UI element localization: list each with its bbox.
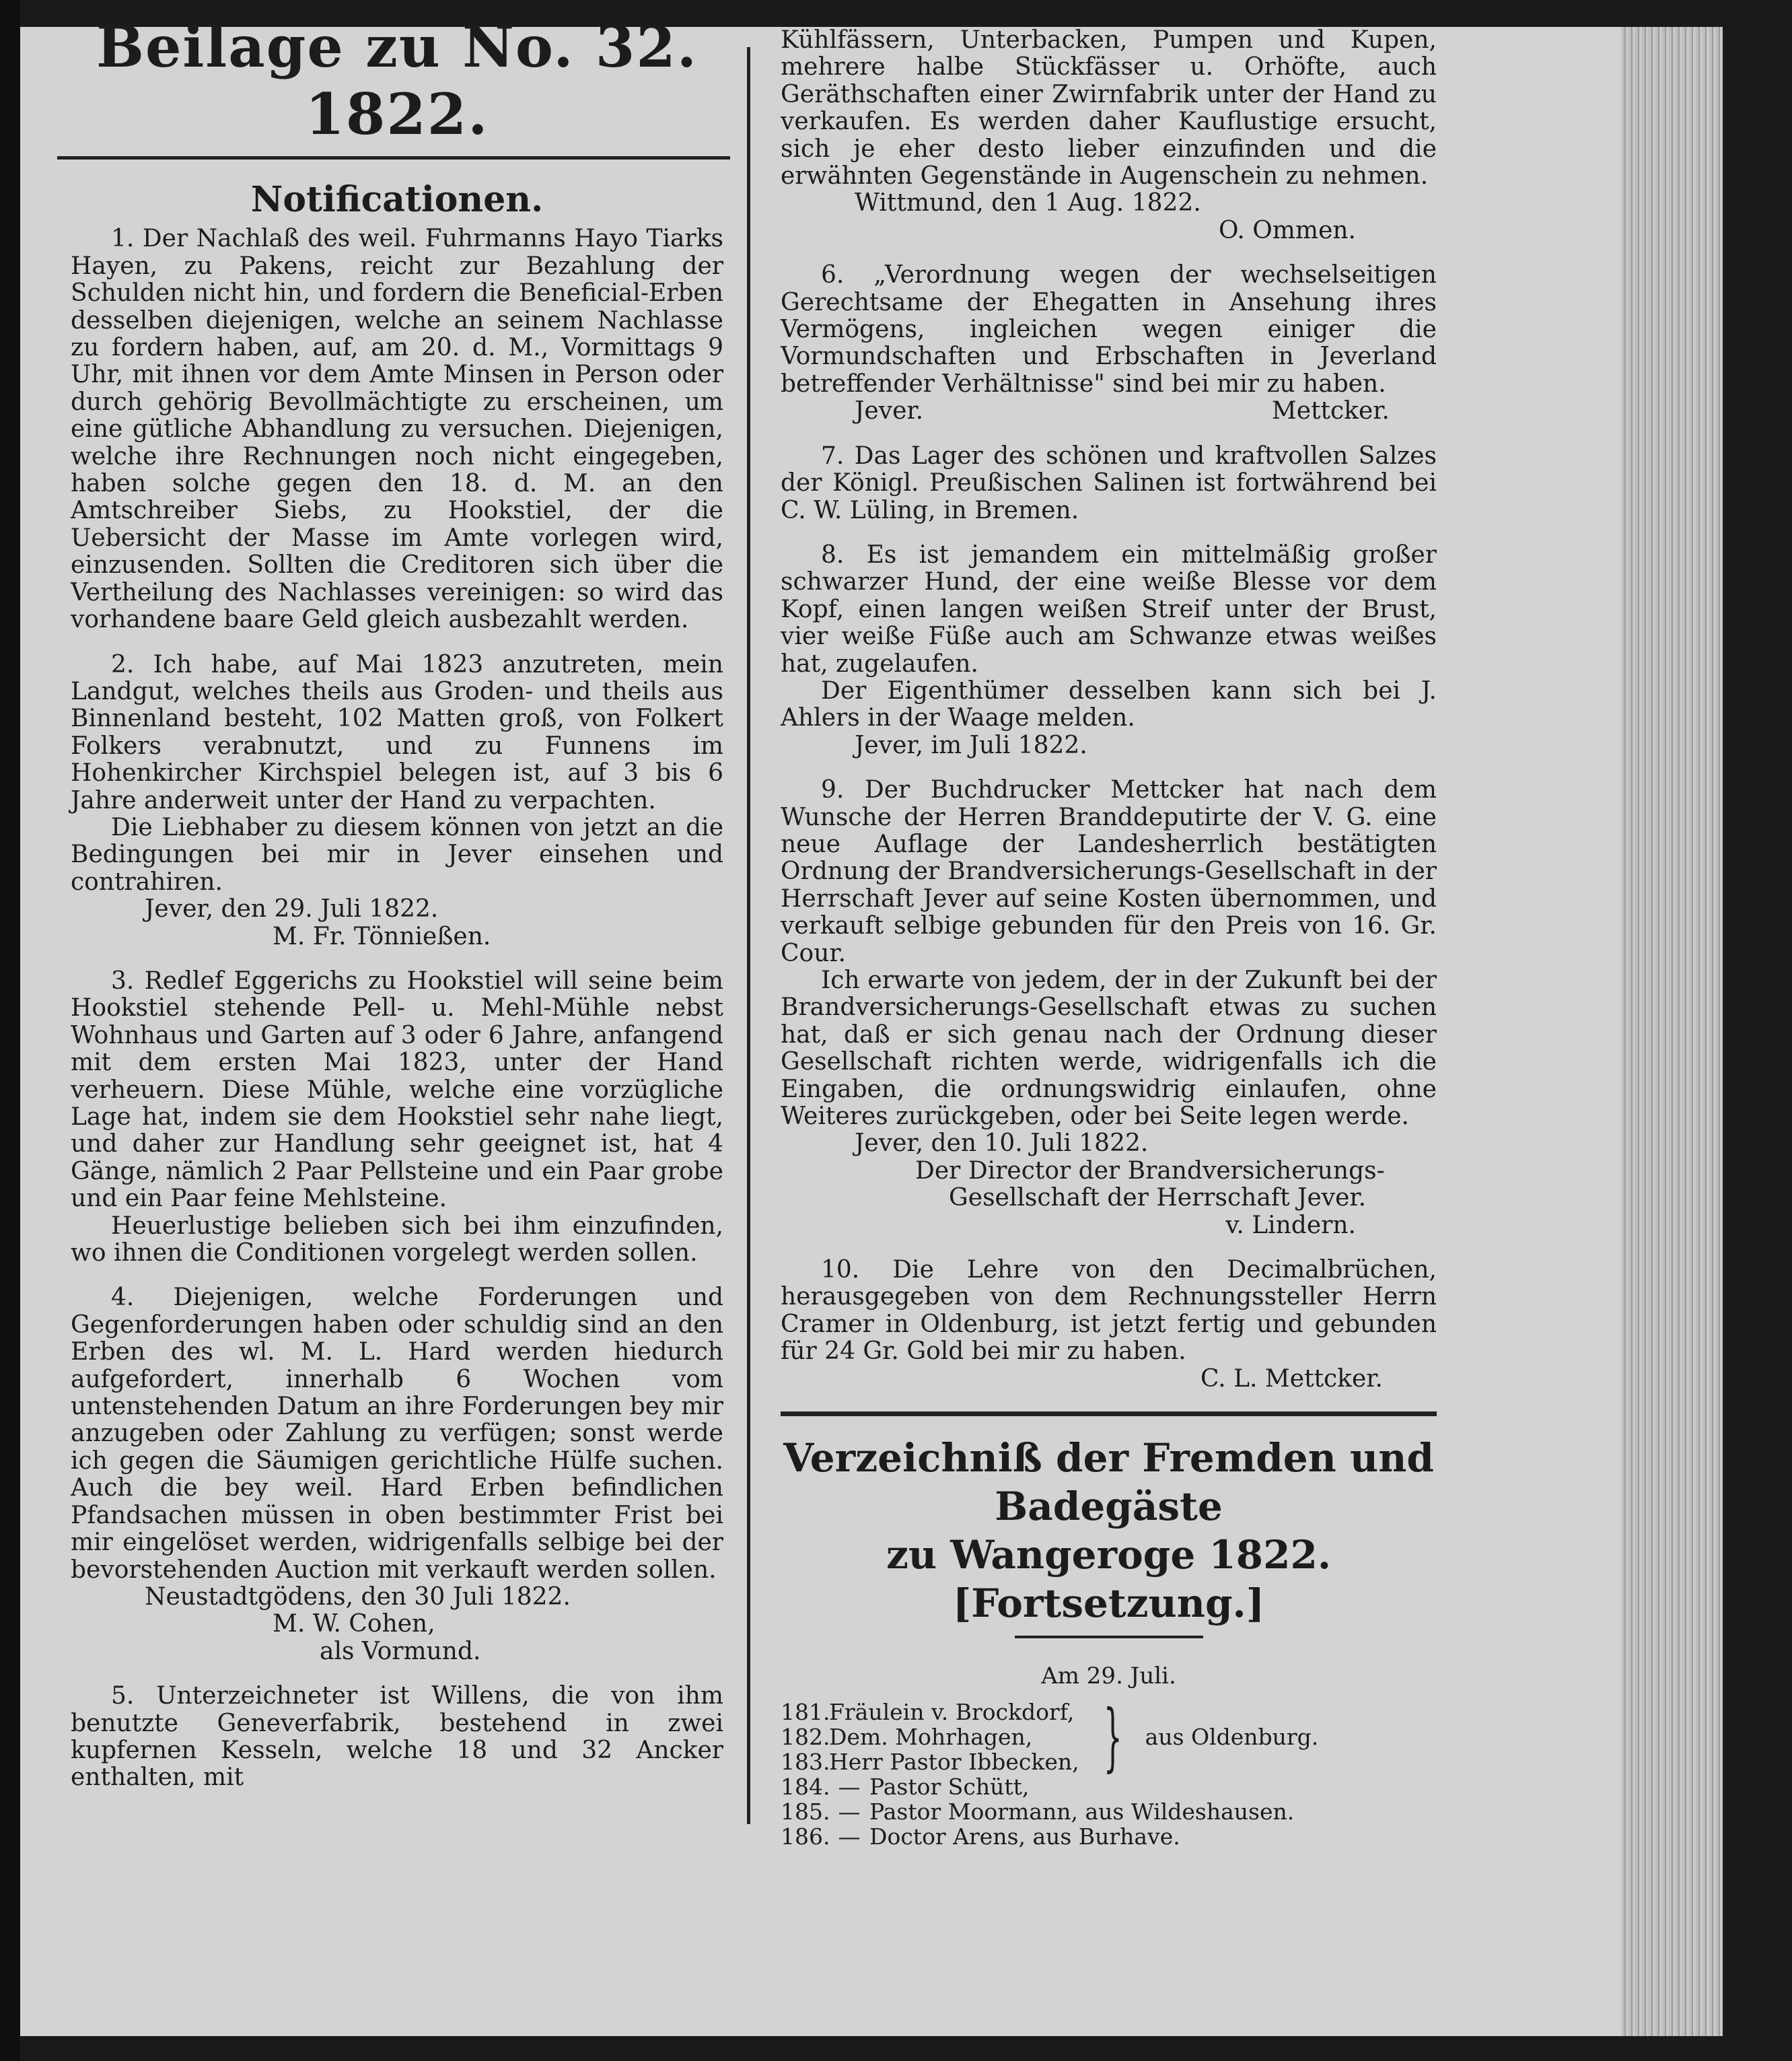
guest-name: Dem. Mohrhagen, bbox=[829, 1723, 1033, 1750]
notice-body: 9. Der Buchdrucker Mettcker hat nach dem Wunsche der Herren Branddeputirte der V. G. eine neue Auflage der Landesherrlich bestätigten Ordnung der Brandversicherungs-Gesellschaft in der Herrschaft Jever auf seine Kosten übernommen, und verkauft selbige gebunden für den Preis von 16. Gr. Cour. bbox=[781, 776, 1437, 967]
notice-place: Jever. bbox=[855, 397, 924, 425]
notice-signature-name: v. Lindern. bbox=[1225, 1211, 1356, 1239]
guest-list-title bbox=[781, 1434, 1437, 1628]
notice-signature: M. W. Cohen, bbox=[273, 1610, 435, 1638]
notice-place-date: Neustadtgödens, den 30 Juli 1822. bbox=[145, 1582, 571, 1611]
notice-signature: C. L. Mettcker. bbox=[1200, 1364, 1383, 1393]
left-column bbox=[71, 13, 723, 1809]
guest-entry bbox=[781, 1700, 1079, 1724]
notice-10 bbox=[781, 1257, 1437, 1393]
notice-extra: Ich erwarte von jedem, der in der Zukunft bei der Brandversicherungs-Gesellschaft etwas zu suchen hat, daß er sich genau nach der Ordnung dieser Gesellschaft richten werde, widrigenfalls ich die Eingaben, die ordnungswidrig einlaufen, ohne Weiteres zurückgeben, oder bei Seite legen werde. bbox=[781, 967, 1437, 1131]
notice-place-date: Jever, den 10. Juli 1822. bbox=[855, 1129, 1149, 1158]
ditto-dash: — bbox=[838, 1823, 861, 1850]
guest-list bbox=[781, 1693, 1437, 1850]
notice-continuation: Kühlfässern, Unterbacken, Pumpen und Kupen, mehrere halbe Stückfässer u. Orhöfte, auch Geräthschaften einer Zwirnfabrik unter der Hand zu verkaufen. Es werden daher Kauflustige ersucht, sich je eher desto lieber einzufinden und die erwähnten Gegenstände in Augenschein zu nehmen. bbox=[781, 26, 1437, 190]
guest-name: Fräulein v. Brockdorf, bbox=[829, 1698, 1075, 1725]
notice-signature: Mettcker. bbox=[1271, 397, 1390, 425]
notice-3 bbox=[71, 968, 723, 1267]
notice-signature: M. Fr. Tönnießen. bbox=[273, 922, 491, 950]
notice-body: 10. Die Lehre von den Decimalbrüchen, herausgegeben von dem Rechnungssteller Herrn Cramer in Oldenburg, ist jetzt fertig und gebunden für 24 Gr. Gold bei mir zu haben. bbox=[781, 1256, 1437, 1366]
guest-entry bbox=[781, 1724, 1079, 1749]
guest-number: 184. bbox=[781, 1773, 830, 1800]
notice-place-date: Jever, den 29. Juli 1822. bbox=[145, 895, 439, 923]
notice-6 bbox=[781, 262, 1437, 425]
notice-2 bbox=[71, 652, 723, 950]
notice-9 bbox=[781, 777, 1437, 1239]
guest-name: Pastor Moormann, aus Wildeshausen. bbox=[869, 1798, 1295, 1825]
column-divider bbox=[747, 47, 750, 1824]
notice-extra: Die Liebhaber zu diesem können von jetzt an die Bedingungen bei mir in Jever einsehen und contrahiren. bbox=[71, 813, 723, 896]
title-underline bbox=[1015, 1636, 1203, 1638]
guest-name: Herr Pastor Ibbecken, bbox=[829, 1748, 1079, 1775]
notice-5-continued bbox=[781, 27, 1437, 244]
notice-4 bbox=[71, 1284, 723, 1665]
guest-group-entries bbox=[781, 1700, 1079, 1774]
notice-1 bbox=[71, 225, 723, 633]
guest-entry bbox=[781, 1749, 1079, 1774]
section-title-notificationen: Notificationen. bbox=[250, 179, 544, 220]
notice-7 bbox=[781, 443, 1437, 524]
notice-body: 8. Es ist jemandem ein mittelmäßig großer schwarzer Hund, der eine weiße Blesse vor dem Kopf, einen langen weißen Streif unter der Brust, vier weiße Füße auch am Schwanze etwas weißes hat, zugelaufen. bbox=[781, 540, 1437, 678]
guest-name: Doctor Arens, aus Burhave. bbox=[869, 1823, 1180, 1850]
ditto-dash: — bbox=[838, 1773, 861, 1800]
guest-number: 185. bbox=[781, 1798, 830, 1825]
binding-shadow bbox=[0, 0, 20, 2061]
notice-extra: Der Eigenthümer desselben kann sich bei J. Ahlers in der Waage melden. bbox=[781, 676, 1437, 732]
notice-5 bbox=[71, 1683, 723, 1792]
notice-place-signature bbox=[781, 398, 1437, 425]
supplement-title: Beilage zu No. 32. 1822. bbox=[96, 13, 698, 147]
notice-signature-role: als Vormund. bbox=[320, 1637, 481, 1665]
notice-body: 6. „Verordnung wegen der wechselseitigen Gerechtsame der Ehegatten in Ansehung ihres Vermögens, ingleichen wegen einiger die Vormundschaften und Erbschaften in Jeverland betreffender Verhältnisse" sind bei mir zu haben. bbox=[781, 261, 1437, 398]
notice-signature: Der Director der Brandversicherungs- bbox=[915, 1156, 1385, 1185]
guest-group-oldenburg bbox=[781, 1693, 1437, 1780]
notice-extra: Heuerlustige belieben sich bei ihm einzufinden, wo ihnen die Conditionen vorgelegt werden sollen. bbox=[71, 1212, 723, 1267]
notice-8 bbox=[781, 542, 1437, 759]
guest-number: 186. bbox=[781, 1823, 830, 1850]
right-column bbox=[781, 27, 1437, 1849]
notice-body: 5. Unterzeichneter ist Willens, die von ihm benutzte Geneverfabrik, bestehend in zwei kupfernen Kesseln, welche 18 und 32 Ancker enthalten, mit bbox=[71, 1682, 723, 1792]
ditto-dash: — bbox=[838, 1798, 861, 1825]
guest-list-date: Am 29. Juli. bbox=[1041, 1663, 1176, 1690]
notice-place-date: Wittmund, den 1 Aug. 1822. bbox=[855, 189, 1201, 217]
section-rule bbox=[781, 1411, 1437, 1416]
notice-body: 1. Der Nachlaß des weil. Fuhrmanns Hayo Tiarks Hayen, zu Pakens, reicht zur Bezahlung der Schulden nicht hin, und fordern die Beneficial-Erben desselben diejenigen, welche an seinem Nachlasse zu fordern haben, auf, am 20. d. M., Vormittags 9 Uhr, mit ihnen vor dem Amte Minsen in Person oder durch gehörig Bevollmächtigte zu erscheinen, um eine gütliche Abhandlung zu versuchen. Diejenigen, welche ihre Rechnungen noch nicht eingegeben, haben solche gegen den 18. d. M. an den Amtschreiber Siebs, zu Hookstiel, der die Uebersicht der Masse im Amte vorlegen wird, einzusenden. Sollten die Creditoren sich über die Vertheilung des Nachlasses vereinigen: so wird das vorhandene baare Geld gleich ausbezahlt werden. bbox=[71, 225, 723, 634]
guest-name: Pastor Schütt, bbox=[869, 1773, 1030, 1800]
page-edges bbox=[1622, 27, 1723, 2036]
guest-number: 181. bbox=[781, 1698, 830, 1725]
guest-entry bbox=[781, 1799, 1437, 1824]
notice-body: 4. Diejenigen, welche Forderungen und Gegenforderungen haben oder schuldig sind an den Erben des wl. M. L. Hard werden hiedurch aufgefordert, innerhalb 6 Wochen vom untenstehenden Datum an ihre Forderungen bey mir anzugeben oder Zahlung zu verfügen; sonst werde ich gegen die Säumigen gerichtliche Hülfe suchen. Auch die bey weil. Hard Erben befindlichen Pfandsachen müssen in oben bestimmter Frist bei mir eingelöset werden, widrigenfalls selbige bei der bevorstehenden Auction mit verkauft werden sollen. bbox=[71, 1284, 723, 1584]
notice-body: 2. Ich habe, auf Mai 1823 anzutreten, mein Landgut, welches theils aus Groden- und theils aus Binnenland besteht, 102 Matten groß, von Folkert Folkers verabnutzt, und zu Funnens im Hohenkircher Kirchspiel belegen ist, auf 3 bis 6 Jahre anderweit unter der Hand zu verpachten. bbox=[71, 650, 723, 814]
guest-list-title-line1: Verzeichniß der Fremden und Badegäste bbox=[783, 1435, 1434, 1530]
guest-list-title-line2: zu Wangeroge 1822. [Fortsetzung.] bbox=[886, 1532, 1332, 1627]
guest-entry bbox=[781, 1824, 1437, 1849]
guest-number: 182. bbox=[781, 1723, 830, 1750]
header-rule bbox=[57, 156, 730, 160]
notice-signature-line2: Gesellschaft der Herrschaft Jever. bbox=[949, 1184, 1367, 1212]
notice-place-date: Jever, im Juli 1822. bbox=[855, 731, 1087, 759]
notice-body: 7. Das Lager des schönen und kraftvollen Salzes der Königl. Preußischen Salinen ist fortwährend bei C. W. Lüling, in Bremen. bbox=[781, 442, 1437, 524]
guest-number: 183. bbox=[781, 1748, 830, 1775]
notice-signature: O. Ommen. bbox=[1218, 216, 1356, 244]
curly-brace-icon: } bbox=[1103, 1693, 1122, 1780]
notice-body: 3. Redlef Eggerichs zu Hookstiel will seine beim Hookstiel stehende Pell- u. Mehl-Mühle nebst Wohnhaus und Garten auf 3 oder 6 Jahre, anfangend mit dem ersten Mai 1823, unter der Hand verheuern. Diese Mühle, welche eine vorzügliche Lage hat, indem sie dem Hookstiel sehr nahe liegt, und daher zur Handlung sehr geeignet ist, hat 4 Gänge, nämlich 2 Paar Pellsteine und ein Paar grobe und ein Paar feine Mehlsteine. bbox=[71, 967, 723, 1213]
guest-group-origin: aus Oldenburg. bbox=[1145, 1723, 1319, 1750]
